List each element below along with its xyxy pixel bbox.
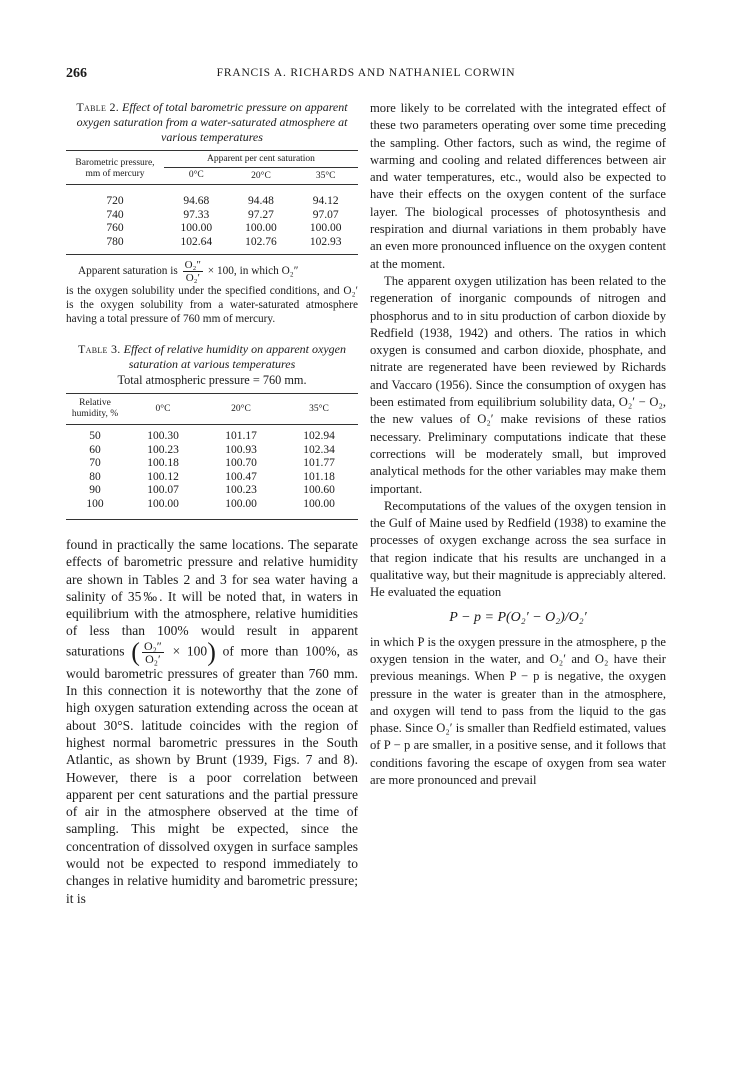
right-column	[370, 100, 666, 789]
table2-value: 102.93	[309, 235, 342, 248]
paragraph: The apparent oxygen utilization has been related to the regeneration of inorganic compounds of nitrogen and phosphorus and to in situ production of carbon dioxide by Redfield (1938, 1942) and others. The ratios in which oxygen is consumed and carbon dioxide, phosphate, and nitrate are regenerated have been reviewed by Richards and Vaccaro (1956). Since the consumption of oxygen has been estimated from equilibrium solubility data, O₂′ − O₂, the new values of O₂′ make revisions of these ratios necessary. Preliminary computations indicate that these corrections will be moderately small, but improved analytical methods for the other variables may make them important.	[370, 273, 666, 496]
page-number: 266	[66, 66, 87, 81]
fraction-numerator: O₂″	[184, 259, 201, 271]
fraction-tail: × 100	[172, 643, 208, 659]
table2-value: 102.76	[245, 235, 277, 248]
paragraph: in which P is the oxygen pressure in the atmosphere, p the oxygen tension in the water, and O₂′ and O₂ have their previous meanings. When P − p is negative, the oxygen pressure in the water is greater than in the atmosphere, and oxygen will tend to pass from the liquid to the gas phase. Since O₂′ is smaller than Redfield estimated, values of P − p are smaller, in a positive sense, and it follows that conditions favoring the escape of oxygen from sea water are more pronounced and prevail	[370, 634, 666, 787]
table3-value: 100.00	[303, 497, 335, 510]
table2-value: 94.48	[248, 195, 274, 207]
table2-col-header-left: Barometric pressure, mm of mercury	[75, 157, 155, 179]
table3-value: 100.07	[147, 484, 179, 496]
fraction-denominator: O₂′	[185, 272, 200, 284]
table3-value: 101.77	[303, 457, 335, 469]
table2-note-fraction	[183, 259, 203, 284]
left-column	[66, 100, 358, 907]
table-row	[66, 195, 358, 209]
running-title: FRANCIS A. RICHARDS AND NATHANIEL CORWIN	[216, 67, 516, 79]
table2-value: 94.68	[183, 195, 210, 207]
table2	[66, 150, 358, 255]
table3-humidity: 60	[89, 443, 101, 456]
table3-value: 100.93	[225, 443, 257, 456]
table2-value: 97.27	[248, 208, 274, 221]
table-row	[66, 498, 358, 520]
table2-pressure: 780	[106, 235, 124, 248]
table3-caption	[66, 342, 358, 372]
table3-title: Effect of relative humidity on apparent oxygen saturation at various temperatures	[123, 342, 346, 371]
table3-value: 102.94	[303, 430, 335, 442]
table2-temp-header: 20°C	[251, 170, 271, 181]
saturation-fraction	[142, 640, 164, 665]
table3-value: 100.00	[225, 497, 257, 510]
table2-pressure: 760	[106, 222, 124, 234]
table2-label: Table 2.	[76, 100, 120, 114]
table2-pressure: 720	[106, 195, 124, 207]
table2-col-header-group: Apparent per cent saturation	[164, 151, 358, 168]
table2-note	[66, 259, 358, 326]
table2-caption	[66, 100, 358, 145]
table3-temp-header: 35°C	[309, 403, 329, 414]
table-row	[66, 444, 358, 458]
table2-note-prefix: Apparent saturation is	[78, 265, 178, 278]
table3-value: 102.34	[303, 443, 335, 456]
table2-note-rest: is the oxygen solubility under the specified conditions, and O₂′ is the oxygen solubility from a water-saturated atmosphere having a total pressure of 760 mm of mercury.	[66, 285, 358, 325]
table3-label: Table 3.	[77, 342, 121, 356]
table2-temp-header: 0°C	[188, 170, 204, 180]
table2-value: 94.12	[312, 195, 339, 207]
equation: P − p = P(O₂′ − O₂)/O₂′	[449, 609, 587, 625]
table3-value: 100.23	[225, 484, 257, 496]
table3-value: 100.30	[147, 430, 179, 442]
table3-subtitle: Total atmospheric pressure = 760 mm.	[117, 373, 307, 387]
table3-humidity: 50	[89, 430, 101, 442]
table-row	[66, 471, 358, 485]
table3-value: 101.18	[303, 470, 335, 483]
table3-value: 100.70	[225, 457, 257, 469]
table-row	[66, 222, 358, 236]
table3	[66, 393, 358, 520]
table3-value: 100.18	[147, 457, 179, 469]
table-row	[66, 457, 358, 471]
table3-temp-header: 0°C	[155, 403, 171, 414]
paragraph-part: of more than 100%, as would barometric pressures of greater than 760 mm. In this connection it is noteworthy that the zone of high oxygen saturation extending across the ocean at about 30°S. latitude coincides with the region of highest normal barometric pressures in the South Atlantic, as shown by Brunt (1939, Figs. 7 and 8). However, there is a poor correlation between apparent per cent saturations and the partial pressure of air in the atmosphere observed at the time of sampling. This might be expected, since the concentration of dissolved oxygen in surface samples would not be expected to respond immediately to changes in relative humidity and barometric pressure; it is	[66, 643, 359, 906]
table2-title: Effect of total barometric pressure on apparent oxygen saturation from a water-saturated atmosphere at various temperatures	[76, 100, 348, 144]
paragraph: Recomputations of the values of the oxygen tension in the Gulf of Maine used by Redfield (1938) to examine the processes of oxygen exchange across the sea surface in that region indicate that his results are unchanged in a qualitative way, but their magnitude is appreciably altered. He evaluated the equation	[370, 498, 666, 600]
table2-value: 100.00	[245, 222, 277, 234]
table2-value: 97.07	[312, 208, 339, 221]
left-body-text	[66, 536, 358, 907]
table3-value: 100.12	[147, 470, 179, 483]
fraction-denominator: O₂′	[145, 651, 161, 666]
table-row	[66, 484, 358, 498]
table2-note-mid: × 100, in which O₂″	[207, 265, 299, 278]
table3-value: 100.00	[147, 497, 179, 510]
paragraph: more likely to be correlated with the integrated effect of these two parameters operating over some time preceding the sampling. Other factors, such as wind, the regime of warming and cooling and related differences between air and water temperatures, etc., would also be expected to have their effects on the oxygen content of the surface layer. The biological processes of photosynthesis and respiration and diurnal variations in them probably have an even more pronounced influence on the oxygen content at the moment.	[370, 101, 666, 271]
table2-value: 102.64	[180, 235, 213, 248]
table-row	[66, 209, 358, 223]
paragraph-part: found in practically the same locations. The separate effects of barometric pressure and relative humidity are shown in Tables 2 and 3 for sea water having a salinity of 35‰. It will be noted that, in waters in equilibrium with the atmosphere, relative humidities of less than 100% would result in apparent saturations	[66, 537, 358, 659]
table3-temp-header: 20°C	[231, 403, 251, 414]
table3-humidity: 100	[86, 497, 104, 510]
table2-value: 100.00	[180, 222, 213, 234]
table-row	[66, 430, 358, 444]
fraction-numerator: O₂″	[143, 638, 162, 653]
table3-value: 101.17	[225, 430, 257, 442]
table2-value: 100.00	[309, 222, 342, 234]
table2-temp-header: 35°C	[315, 170, 336, 181]
table3-col-header-left: Relative humidity, %	[71, 398, 119, 419]
table3-humidity: 80	[89, 470, 101, 483]
table3-value: 100.47	[225, 470, 257, 483]
table2-value: 97.33	[183, 208, 210, 221]
table3-value: 100.60	[303, 484, 335, 496]
table3-humidity: 90	[89, 484, 101, 496]
paragraph: found in practically the same locations. The separate effects of barometric pressure and relative humidity are shown in Tables 2 and 3 for sea water having a salinity of 35‰. It will be noted that, in waters in equilibrium with the atmosphere, relative humidities of less than 100% would result in apparent saturations ( $\frac{\text{O₂″}}{\text{O₂′}}$ × 100) of more than 100%, as would barometric pressures of greater than 760 mm. In this connection it is noteworthy that the zone of high oxygen saturation extending across the ocean at about 30°S. latitude coincides with the region of highest normal barometric pressures in the South Atlantic, as shown by Brunt (1939, Figs. 7 and 8). However, there is a poor correlation between apparent per cent saturations and the partial pressure of air in the atmosphere observed at the time of sampling. This might be expected, since the concentration of dissolved oxygen in surface samples would not be expected to respond immediately to changes in relative humidity and barometric pressure; it is	[66, 537, 359, 906]
page-header	[66, 66, 666, 86]
table3-value: 100.23	[147, 443, 179, 456]
table3-humidity: 70	[89, 457, 101, 469]
table-row	[66, 236, 358, 255]
table2-pressure: 740	[106, 208, 124, 221]
